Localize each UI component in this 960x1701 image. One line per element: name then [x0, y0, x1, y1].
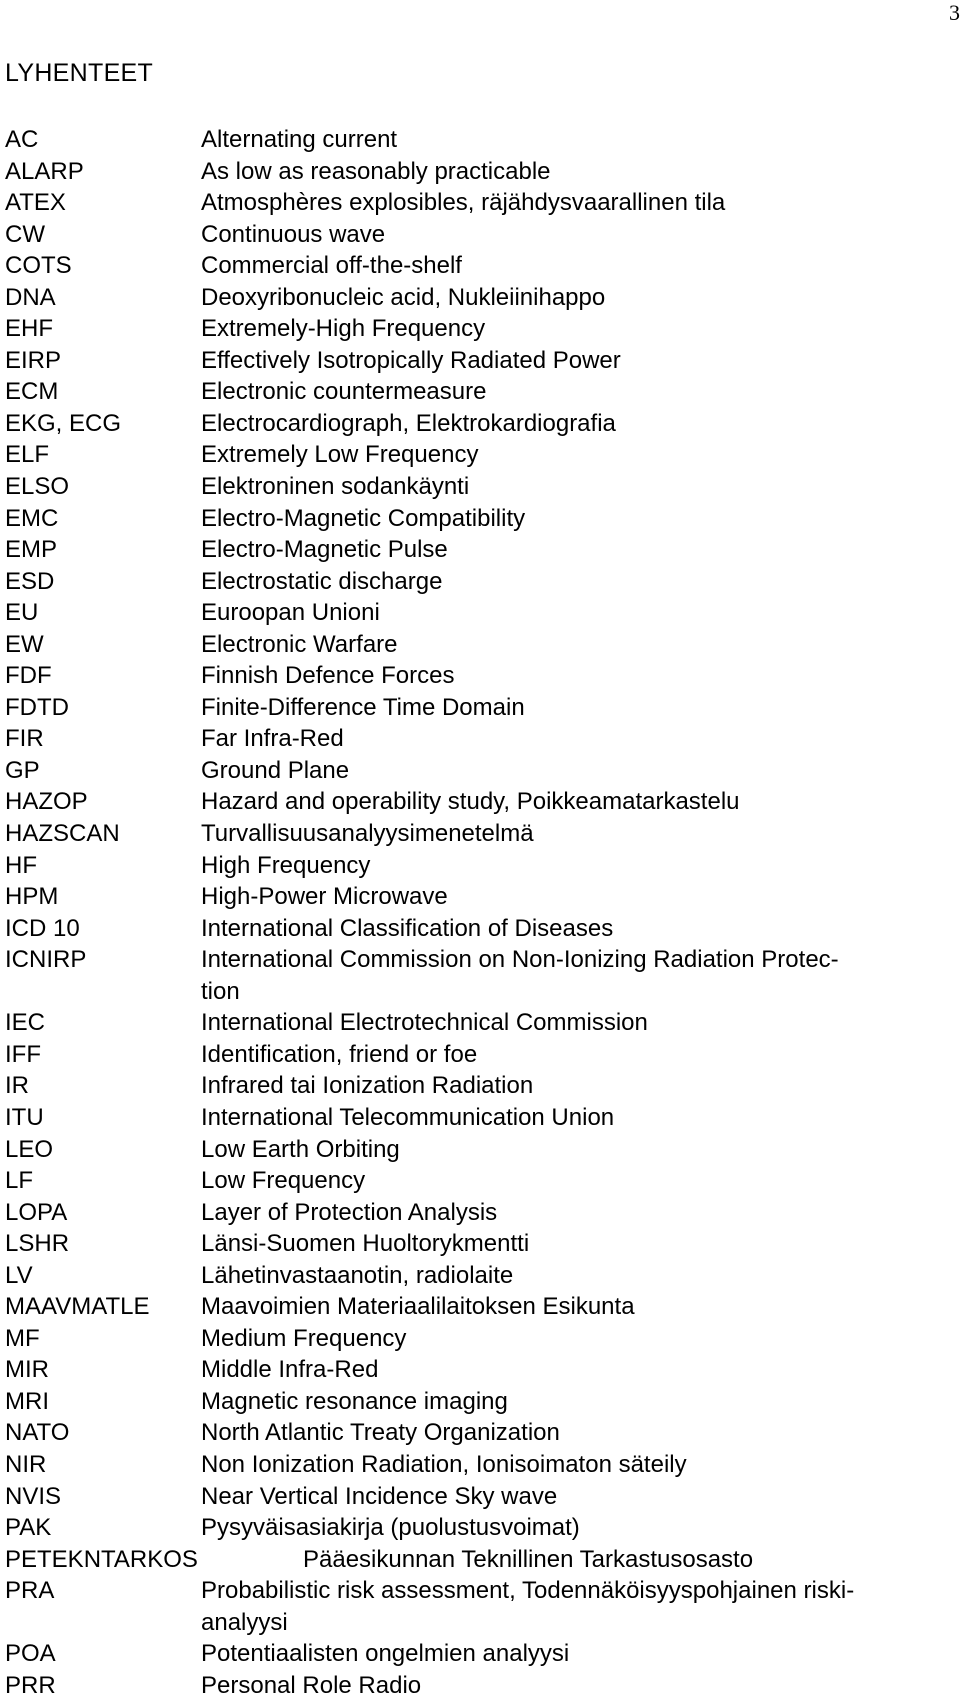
definition-line: Electronic Warfare	[201, 630, 398, 658]
abbreviation-row	[5, 439, 955, 471]
abbreviation-row	[5, 1070, 955, 1102]
abbreviation-definition	[201, 156, 955, 188]
definition-line: Layer of Protection Analysis	[201, 1198, 498, 1226]
abbreviation-term: CW	[5, 220, 45, 248]
definition-line: Pääesikunnan Teknillinen Tarkastusosasto	[303, 1545, 754, 1573]
abbreviation-row	[5, 850, 955, 882]
abbreviation-term: ATEX	[5, 189, 66, 217]
abbreviation-term: DNA	[5, 283, 56, 311]
abbreviation-row	[5, 219, 955, 251]
abbreviation-term: ELSO	[5, 473, 70, 501]
abbreviation-row	[5, 408, 955, 440]
abbreviation-definition	[201, 566, 955, 598]
abbreviation-row	[5, 1670, 955, 1701]
abbreviation-definition	[201, 629, 955, 661]
abbreviation-definition	[201, 1670, 955, 1701]
abbreviation-term: NIR	[5, 1450, 47, 1478]
definition-line: International Classification of Diseases	[201, 914, 614, 942]
abbreviation-row	[5, 723, 955, 755]
abbreviation-row	[5, 1323, 955, 1355]
abbreviation-definition	[201, 692, 955, 724]
abbreviation-term: EMC	[5, 504, 59, 532]
abbreviation-row	[5, 1512, 955, 1544]
abbreviation-definition	[201, 755, 955, 787]
abbreviation-definition	[201, 1228, 955, 1260]
abbreviation-definition	[201, 660, 955, 692]
abbreviation-term: HAZOP	[5, 788, 88, 816]
abbreviation-row	[5, 1228, 955, 1260]
abbreviation-row	[5, 1544, 955, 1576]
definition-line: International Electrotechnical Commission	[201, 1009, 648, 1037]
definition-line: Länsi-Suomen Huoltorykmentti	[201, 1230, 530, 1258]
abbreviation-definition	[201, 439, 955, 471]
abbreviation-row	[5, 1638, 955, 1670]
abbreviation-row	[5, 282, 955, 314]
abbreviation-term: IFF	[5, 1040, 41, 1068]
abbreviation-term: ESD	[5, 567, 55, 595]
abbreviation-definition	[201, 1417, 955, 1449]
abbreviation-term: ICD 10	[5, 914, 80, 942]
definition-line: Infrared tai Ionization Radiation	[201, 1072, 534, 1100]
definition-line: tion	[201, 977, 240, 1005]
abbreviation-term: ECM	[5, 378, 59, 406]
definition-line: Medium Frequency	[201, 1324, 407, 1352]
definition-line: Finnish Defence Forces	[201, 662, 455, 690]
abbreviation-definition	[201, 250, 955, 282]
abbreviation-definition	[201, 376, 955, 408]
abbreviation-row	[5, 313, 955, 345]
definition-line: Maavoimien Materiaalilaitoksen Esikunta	[201, 1293, 635, 1321]
abbreviation-row	[5, 597, 955, 629]
definition-line: Low Frequency	[201, 1167, 366, 1195]
abbreviation-term: MAAVMATLE	[5, 1293, 150, 1321]
abbreviation-row	[5, 376, 955, 408]
abbreviation-row	[5, 345, 955, 377]
definition-line: Euroopan Unioni	[201, 599, 380, 627]
abbreviation-term: MF	[5, 1324, 40, 1352]
abbreviation-row	[5, 1575, 955, 1638]
definition-line: Low Earth Orbiting	[201, 1135, 400, 1163]
abbreviation-definition	[201, 534, 955, 566]
abbreviation-row	[5, 566, 955, 598]
abbreviation-term: COTS	[5, 252, 72, 280]
abbreviation-row	[5, 1417, 955, 1449]
definition-line: Atmosphères explosibles, räjähdysvaarallinen tila	[201, 189, 726, 217]
abbreviation-term: FDF	[5, 662, 52, 690]
abbreviation-row	[5, 250, 955, 282]
definition-line: Commercial off-the-shelf	[201, 252, 462, 280]
abbreviation-definition	[201, 187, 955, 219]
abbreviation-term: EU	[5, 599, 39, 627]
abbreviation-row	[5, 503, 955, 535]
abbreviation-term: HAZSCAN	[5, 820, 120, 848]
abbreviation-term: HPM	[5, 883, 59, 911]
abbreviation-term: LEO	[5, 1135, 54, 1163]
abbreviation-term: NATO	[5, 1419, 70, 1447]
abbreviation-list	[5, 124, 955, 1701]
abbreviation-definition	[201, 913, 955, 945]
abbreviation-term: GP	[5, 756, 40, 784]
abbreviation-definition	[201, 1354, 955, 1386]
abbreviation-definition	[201, 881, 955, 913]
abbreviation-row	[5, 1102, 955, 1134]
abbreviation-term: MRI	[5, 1387, 49, 1415]
definition-line: analyysi	[201, 1608, 288, 1636]
definition-line: Probabilistic risk assessment, Todennäköisyyspohjainen riski-	[201, 1577, 855, 1605]
definition-line: International Telecommunication Union	[201, 1103, 615, 1131]
definition-line: As low as reasonably practicable	[201, 157, 551, 185]
definition-line: Pysyväisasiakirja (puolustusvoimat)	[201, 1514, 580, 1542]
abbreviation-definition	[201, 818, 955, 850]
abbreviation-definition	[201, 1007, 955, 1039]
abbreviation-definition	[201, 723, 955, 755]
abbreviation-term: LOPA	[5, 1198, 68, 1226]
abbreviation-term: MIR	[5, 1356, 49, 1384]
abbreviation-definition	[201, 219, 955, 251]
definition-line: Deoxyribonucleic acid, Nukleiinihappo	[201, 283, 606, 311]
abbreviation-row	[5, 1354, 955, 1386]
abbreviation-term: LSHR	[5, 1230, 70, 1258]
abbreviation-term: PRA	[5, 1577, 55, 1605]
abbreviation-definition	[201, 1260, 955, 1292]
abbreviation-term: FIR	[5, 725, 44, 753]
abbreviation-term: ITU	[5, 1103, 44, 1131]
abbreviation-row	[5, 1134, 955, 1166]
definition-line: Lähetinvastaanotin, radiolaite	[201, 1261, 514, 1289]
abbreviation-definition	[201, 1512, 955, 1544]
definition-line: North Atlantic Treaty Organization	[201, 1419, 560, 1447]
abbreviation-row	[5, 1386, 955, 1418]
abbreviation-row	[5, 881, 955, 913]
definition-line: Alternating current	[201, 126, 398, 153]
abbreviation-term: EMP	[5, 536, 58, 564]
abbreviation-term: IEC	[5, 1009, 46, 1037]
definition-line: Electrocardiograph, Elektrokardiografia	[201, 409, 616, 437]
abbreviation-term: IR	[5, 1072, 29, 1100]
definition-line: Electro-Magnetic Compatibility	[201, 504, 526, 532]
definition-line: Extremely-High Frequency	[201, 315, 486, 343]
section-heading: LYHENTEET	[5, 59, 154, 87]
definition-line: Continuous wave	[201, 220, 386, 248]
abbreviation-definition	[201, 1197, 955, 1229]
abbreviation-definition	[201, 850, 955, 882]
abbreviation-definition	[201, 124, 955, 156]
abbreviation-row	[5, 124, 955, 156]
definition-line: Effectively Isotropically Radiated Power	[201, 346, 621, 374]
abbreviation-definition	[201, 471, 955, 503]
abbreviation-term: AC	[5, 126, 39, 153]
definition-line: Non Ionization Radiation, Ionisoimaton säteily	[201, 1450, 687, 1478]
abbreviation-definition	[201, 345, 955, 377]
abbreviation-row	[5, 1449, 955, 1481]
definition-line: Potentiaalisten ongelmien analyysi	[201, 1640, 570, 1668]
abbreviation-row	[5, 1291, 955, 1323]
abbreviation-definition	[201, 1575, 955, 1638]
abbreviation-row	[5, 1039, 955, 1071]
abbreviation-definition	[201, 1323, 955, 1355]
abbreviation-definition	[201, 1039, 955, 1071]
abbreviation-definition	[201, 1102, 955, 1134]
abbreviation-row	[5, 913, 955, 945]
definition-line: Electronic countermeasure	[201, 378, 487, 406]
abbreviation-definition	[303, 1544, 960, 1576]
abbreviation-row	[5, 1007, 955, 1039]
abbreviation-term: LF	[5, 1167, 34, 1195]
definition-line: Extremely Low Frequency	[201, 441, 479, 469]
definition-line: High Frequency	[201, 851, 371, 879]
abbreviation-term: HF	[5, 851, 37, 879]
definition-line: Turvallisuusanalyysimenetelmä	[201, 820, 534, 848]
abbreviation-definition	[201, 1449, 955, 1481]
definition-line: Hazard and operability study, Poikkeamatarkastelu	[201, 788, 740, 816]
abbreviation-term: ELF	[5, 441, 50, 469]
definition-line: Near Vertical Incidence Sky wave	[201, 1482, 558, 1510]
abbreviation-term: EW	[5, 630, 44, 658]
definition-line: Far Infra-Red	[201, 725, 344, 753]
abbreviation-definition	[201, 597, 955, 629]
abbreviation-row	[5, 1481, 955, 1513]
abbreviation-term: EKG, ECG	[5, 409, 122, 437]
abbreviation-term: EIRP	[5, 346, 62, 374]
abbreviation-row	[5, 818, 955, 850]
abbreviation-definition	[201, 1481, 955, 1513]
abbreviation-definition	[201, 1070, 955, 1102]
abbreviation-term: NVIS	[5, 1482, 62, 1510]
abbreviation-row	[5, 755, 955, 787]
abbreviation-row	[5, 1197, 955, 1229]
abbreviation-definition	[201, 944, 955, 1007]
abbreviation-row	[5, 944, 955, 1007]
abbreviation-definition	[201, 1386, 955, 1418]
abbreviation-row	[5, 471, 955, 503]
abbreviation-definition	[201, 503, 955, 535]
abbreviation-row	[5, 187, 955, 219]
abbreviation-row	[5, 786, 955, 818]
abbreviation-term: PETEKNTARKOS	[5, 1545, 198, 1573]
abbreviation-definition	[201, 313, 955, 345]
abbreviation-definition	[201, 1165, 955, 1197]
definition-line: Personal Role Radio	[201, 1671, 422, 1699]
definition-line: Middle Infra-Red	[201, 1356, 379, 1384]
definition-line: Elektroninen sodankäynti	[201, 473, 470, 501]
abbreviation-term: FDTD	[5, 693, 69, 721]
abbreviation-row	[5, 692, 955, 724]
abbreviation-row	[5, 1260, 955, 1292]
abbreviation-term: PAK	[5, 1514, 52, 1542]
abbreviation-definition	[201, 786, 955, 818]
abbreviation-definition	[201, 1291, 955, 1323]
abbreviation-term: ALARP	[5, 157, 84, 185]
abbreviation-term: ICNIRP	[5, 946, 87, 974]
abbreviation-definition	[201, 282, 955, 314]
page-number: 3	[949, 0, 960, 25]
abbreviation-row	[5, 156, 955, 188]
definition-line: High-Power Microwave	[201, 883, 448, 911]
definition-line: Electro-Magnetic Pulse	[201, 536, 448, 564]
abbreviation-definition	[201, 1638, 955, 1670]
abbreviation-row	[5, 1165, 955, 1197]
definition-line: International Commission on Non-Ionizing Radiation Protec-	[201, 946, 839, 974]
abbreviation-row	[5, 534, 955, 566]
definition-line: Electrostatic discharge	[201, 567, 443, 595]
definition-line: Finite-Difference Time Domain	[201, 693, 525, 721]
abbreviation-term: PRR	[5, 1671, 56, 1699]
abbreviation-row	[5, 660, 955, 692]
abbreviation-definition	[201, 1134, 955, 1166]
abbreviation-term: POA	[5, 1640, 56, 1668]
definition-line: Ground Plane	[201, 756, 350, 784]
abbreviation-term: EHF	[5, 315, 53, 343]
abbreviation-definition	[201, 408, 955, 440]
abbreviation-row	[5, 629, 955, 661]
abbreviation-term: LV	[5, 1261, 33, 1289]
definition-line: Magnetic resonance imaging	[201, 1387, 508, 1415]
definition-line: Identification, friend or foe	[201, 1040, 478, 1068]
